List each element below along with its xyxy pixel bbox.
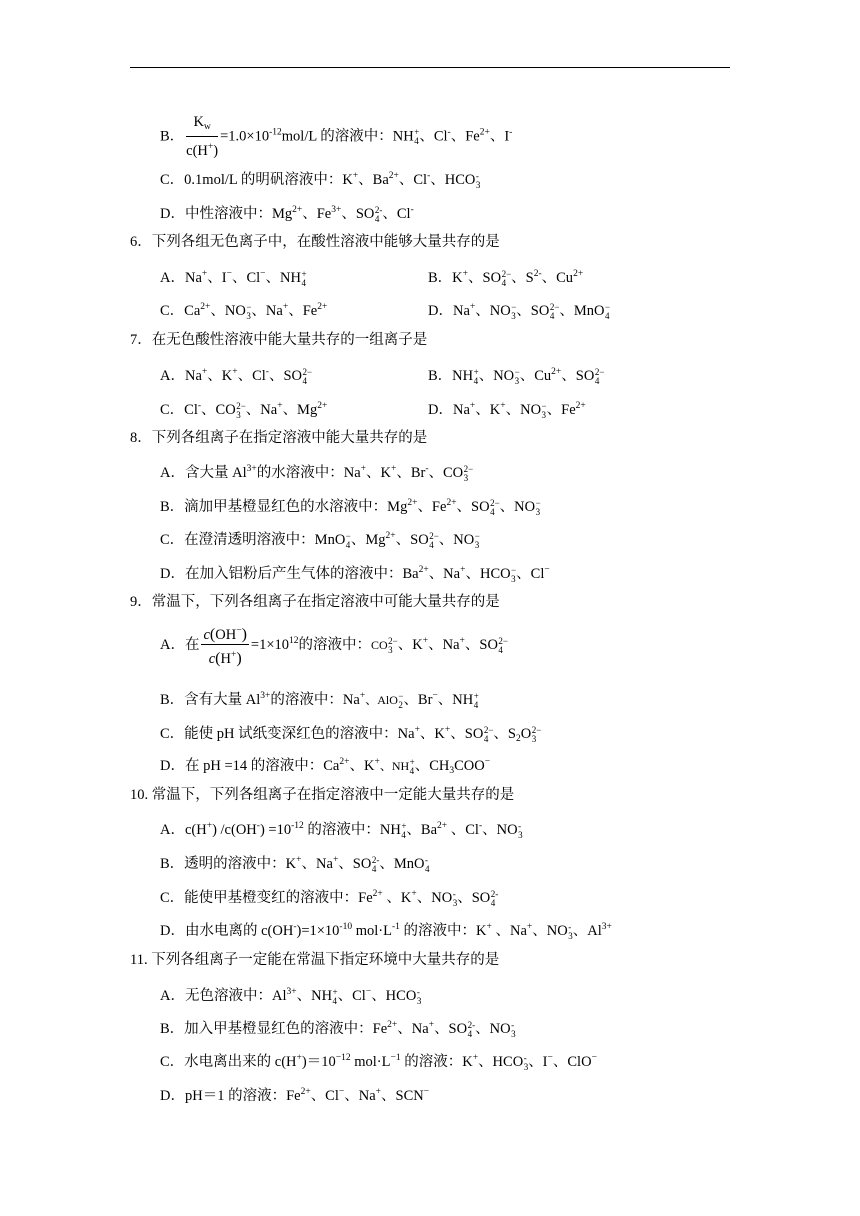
q9-option-d: D．在 pH =14 的溶液中：$Ca^{2+}$、K+、NH + 4 、$CH_3COO^-$ — [160, 756, 491, 776]
q11-option-b: B．加入甲基橙显红色的溶液中：$Fe^{2+}$、Na+、SO 2- 4 、NO - 3 — [160, 1019, 516, 1039]
q9-option-a: A．在 $\frac{c(OH^-)}{c(H^+)}$ $=1\times 10^{12}$的溶液中：CO 2− 3 、K+、Na+、SO 2− 4 — [160, 622, 508, 669]
oh-h-fraction: $\frac{c(OH^-)}{c(H^+)}$ — [201, 622, 248, 669]
q7-stem: 7．在无色酸性溶液中能大量共存的一组离子是 — [130, 332, 428, 348]
q10-option-b: B．透明的溶液中：K+、Na+、SO 2- 4 、MnO - 4 — [160, 854, 430, 874]
q9-stem: 9．常温下，下列各组离子在指定溶液中可能大量共存的是 — [130, 594, 500, 610]
header-rule — [130, 67, 730, 68]
q11-option-d: D．pH＝1 的溶液：$Fe^{2+}$、Cl−、Na+、SCN− — [160, 1087, 430, 1104]
q5-option-b: B． $\frac{K_w}{c(H^+)}$ $=1.0\times 10^{-12}mol/L$ 的溶液中：NH + 4 、Cl-、$Fe^{2+}$、I- — [160, 114, 513, 159]
q9-option-b: B．含有大量 $Al^{3+}$的溶液中：Na+、AlO − 2 、Br−、NH + 4 — [160, 690, 479, 710]
q7-option-b: B．NH + 4 、NO − 3 、$Cu^{2+}$、SO 2− 4 — [428, 366, 605, 386]
q7-option-c: C．Cl-、CO 2− 3 、Na+、$Mg^{2+}$ — [160, 400, 328, 420]
q6-option-b: B．K+、SO 2− 4 、$S^{2-}$、$Cu^{2+}$ — [428, 268, 584, 288]
q10-option-a: A．c(H+) $/c(OH^-) =10^{-12}$ 的溶液中：NH + 4 、$Ba^{2+}$ 、Cl-、NO - 3 — [160, 820, 523, 840]
q8-option-a: A．含大量 $Al^{3+}$的水溶液中：Na+、K+、Br-、CO 2− 3 — [160, 463, 474, 483]
q6-option-c: C．$Ca^{2+}$、NO − 3 、Na+、$Fe^{2+}$ — [160, 301, 328, 321]
q10-option-d: D．由水电离的 $c(OH^-)=1\times 10^{-10}$ $mol\cdot L^{-1}$ 的溶液中：K+ 、Na+、NO - 3 、$Al^{3+}$ — [160, 921, 612, 941]
q8-stem: 8．下列各组离子在指定溶液中能大量共存的是 — [130, 430, 428, 446]
q8-option-b: B．滴加甲基橙显红色的水溶液中：$Mg^{2+}$、$Fe^{2+}$、SO 2− 4 、NO − 3 — [160, 497, 541, 517]
q10-stem: 10. 常温下，下列各组离子在指定溶液中一定能大量共存的是 — [130, 787, 515, 803]
q11-stem: 11. 下列各组离子一定能在常温下指定环境中大量共存的是 — [130, 952, 500, 968]
q5-option-c: C．0.1mol/L 的明矾溶液中：K+、$Ba^{2+}$、Cl-、HCO - 3 — [160, 170, 481, 190]
q8-option-d: D．在加入铝粉后产生气体的溶液中：$Ba^{2+}$、Na+、HCO − 3 、Cl− — [160, 564, 550, 584]
q7-option-a: A．Na+、K+、Cl-、SO 2− 4 — [160, 366, 313, 386]
q8-option-c: C．在澄清透明溶液中：MnO − 4 、$Mg^{2+}$、SO 2− 4 、NO − 3 — [160, 530, 480, 550]
q11-option-a: A．无色溶液中：$Al^{3+}$、NH + 4 、Cl−、HCO - 3 — [160, 986, 422, 1006]
q5-option-d: D．中性溶液中：$Mg^{2+}$、$Fe^{3+}$、SO 2- 4 、Cl- — [160, 204, 414, 224]
q9-option-c: C．能使 pH 试纸变深红色的溶液中：Na+、K+、SO 2− 4 、$S_2O$ 2− 3 — [160, 724, 542, 744]
q11-option-c: C．水电离出来的 $c(H^+)=10^{-12}$ $mol\cdot L^{-1}$ 的溶液：K+、HCO - 3 、I−、ClO− — [160, 1052, 597, 1072]
q6-option-d: D．Na+、NO − 3 、SO 2− 4 、MnO − 4 — [428, 301, 611, 321]
q10-option-c: C．能使甲基橙变红的溶液中：$Fe^{2+}$ 、K+、NO - 3 、SO 2- 4 — [160, 888, 499, 908]
q7-option-d: D．Na+、K+、NO − 3 、$Fe^{2+}$ — [428, 400, 586, 420]
q6-stem: 6．下列各组无色离子中，在酸性溶液中能够大量共存的是 — [130, 234, 500, 250]
kw-fraction: $\frac{K_w}{c(H^+)}$ — [186, 114, 219, 159]
q6-option-a: A．Na+、I−、Cl−、NH + 4 — [160, 268, 307, 288]
